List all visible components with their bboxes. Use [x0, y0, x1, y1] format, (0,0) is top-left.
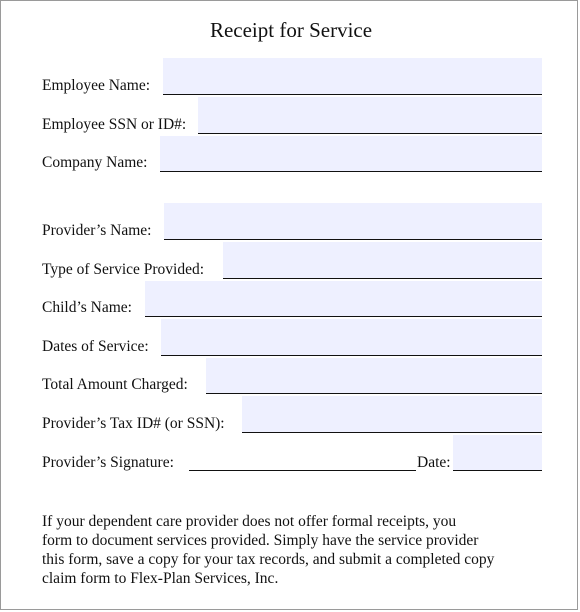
provider-name-input[interactable] — [164, 203, 542, 240]
child-name-label: Child’s Name: — [42, 299, 132, 316]
note-line-1: If your dependent care provider does not offer formal receipts, you — [42, 513, 457, 530]
child-name-input[interactable] — [145, 281, 542, 317]
instructions-note — [42, 512, 542, 588]
company-name-label: Company Name: — [42, 154, 148, 171]
date-label: Date: — [417, 454, 451, 471]
provider-signature-line[interactable] — [189, 470, 416, 471]
form-title: Receipt for Service — [209, 18, 373, 42]
provider-signature-label: Provider’s Signature: — [42, 454, 174, 471]
dates-of-service-input[interactable] — [161, 319, 542, 356]
total-amount-input[interactable] — [206, 358, 542, 394]
date-input[interactable] — [453, 435, 542, 471]
service-type-input[interactable] — [223, 242, 542, 279]
note-line-2: form to document services provided. Simply have the service provider — [42, 532, 479, 549]
total-amount-label: Total Amount Charged: — [42, 376, 188, 393]
employee-name-label: Employee Name: — [42, 77, 151, 94]
service-type-label: Type of Service Provided: — [42, 261, 205, 278]
provider-tax-id-label: Provider’s Tax ID# (or SSN): — [42, 415, 225, 432]
note-line-4: claim form to Flex-Plan Services, Inc. — [42, 570, 279, 587]
dates-of-service-label: Dates of Service: — [42, 338, 149, 355]
note-line-3: this form, save a copy for your tax records, and submit a completed copy — [42, 551, 495, 568]
employee-name-input[interactable] — [163, 58, 542, 95]
provider-tax-id-input[interactable] — [242, 396, 542, 433]
employee-ssn-input[interactable] — [198, 97, 542, 134]
employee-ssn-label: Employee SSN or ID#: — [42, 116, 187, 133]
provider-name-label: Provider’s Name: — [42, 222, 152, 239]
company-name-input[interactable] — [160, 136, 542, 172]
